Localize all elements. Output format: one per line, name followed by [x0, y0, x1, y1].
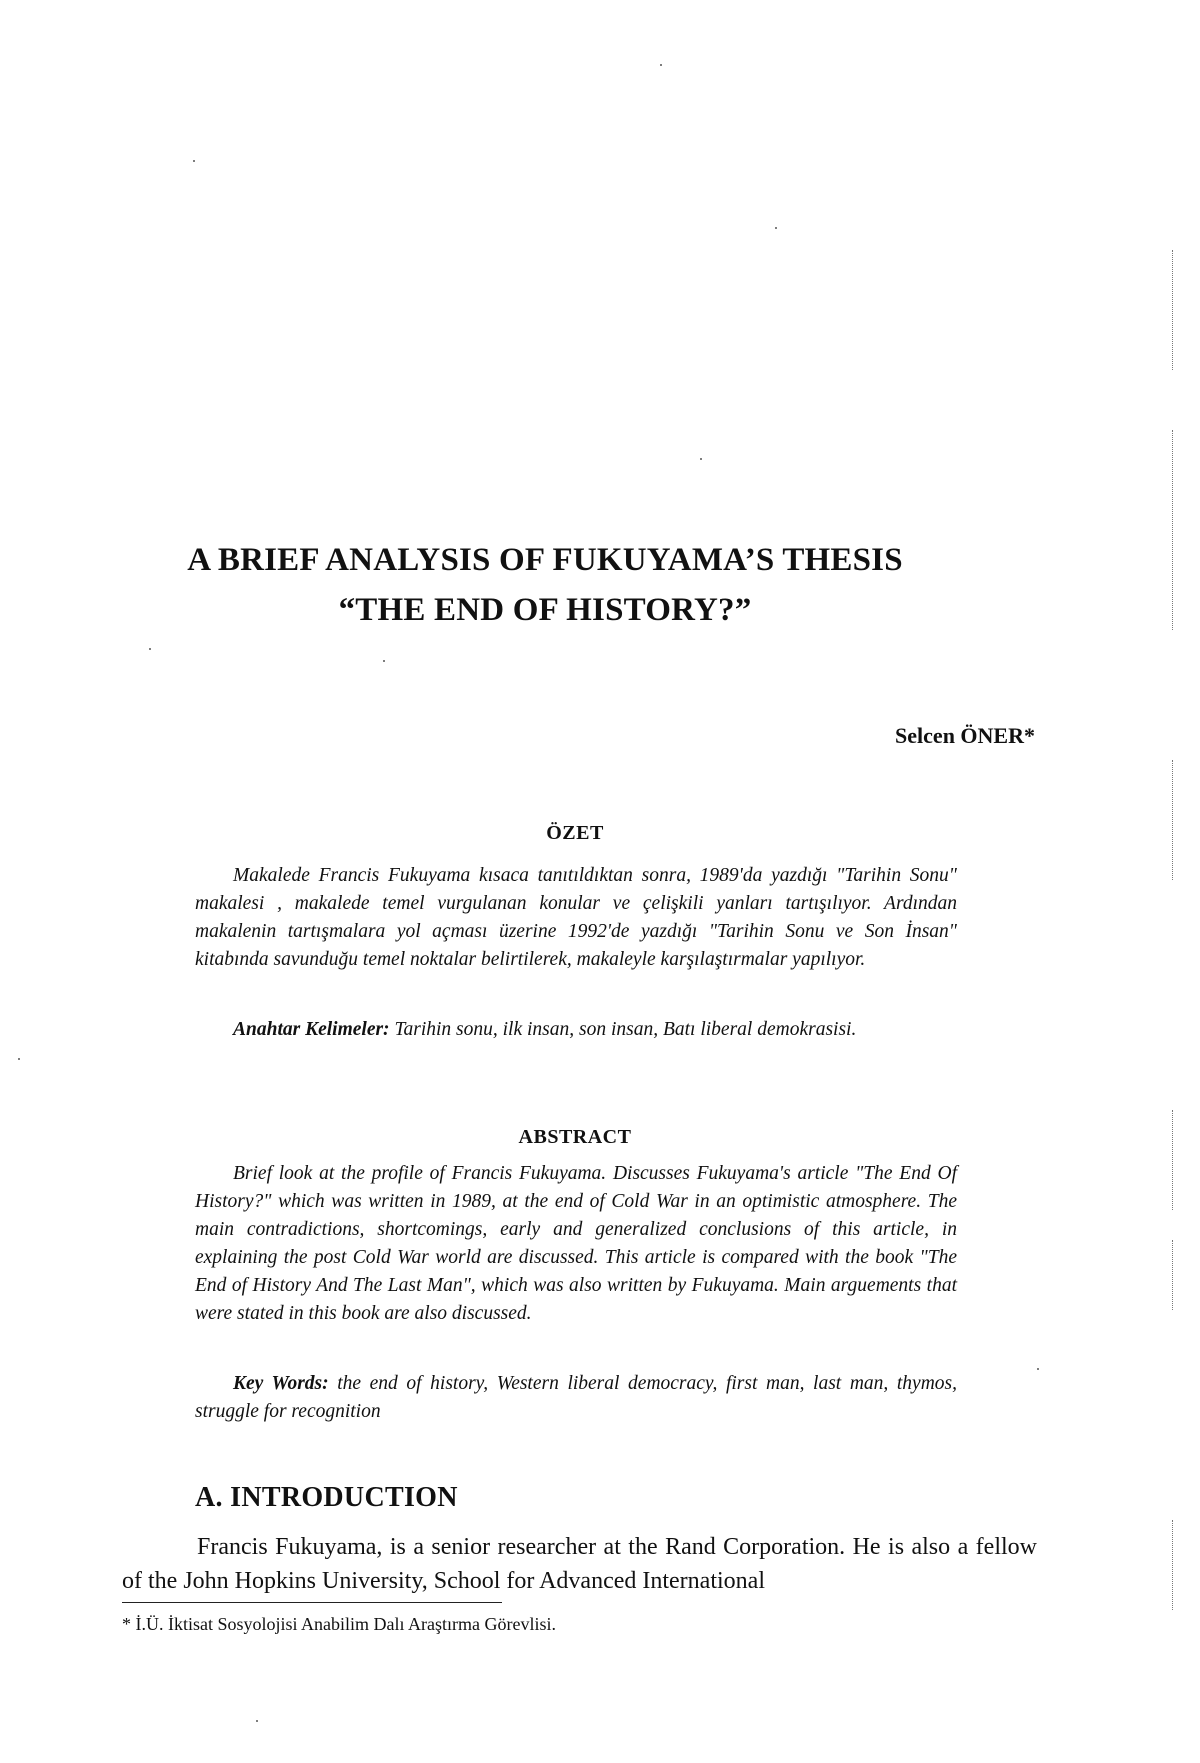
title-line-1: A BRIEF ANALYSIS OF FUKUYAMA’S THESIS: [187, 542, 903, 578]
scan-edge-mark: [1172, 430, 1173, 630]
title-line-2: “THE END OF HISTORY?”: [338, 592, 752, 628]
ozet-keywords: [195, 1016, 957, 1044]
abstract-keywords: [195, 1370, 957, 1426]
ozet-heading: ÖZET: [546, 822, 604, 844]
scan-speck: [149, 648, 151, 650]
footnote-divider: [122, 1602, 502, 1603]
scan-edge-mark: [1172, 1520, 1173, 1610]
scan-speck: [193, 160, 195, 162]
scan-speck: [700, 458, 702, 460]
ozet-body: [195, 862, 957, 974]
abstract-body: [195, 1160, 957, 1328]
scan-edge-mark: [1172, 1110, 1173, 1210]
abstract-keywords-label: Key Words:: [233, 1373, 329, 1394]
introduction-heading: A. INTRODUCTION: [195, 1482, 458, 1513]
footnote: * İ.Ü. İktisat Sosyolojisi Anabilim Dalı Araştırma Görevlisi.: [122, 1614, 556, 1634]
introduction-paragraph: Francis Fukuyama, is a senior researcher at the Rand Corporation. He is also a fellow of the John Hopkins University, School for Advanced International: [122, 1534, 1037, 1594]
scan-speck: [1037, 1368, 1039, 1370]
author-name: Selcen ÖNER*: [895, 723, 1035, 748]
scan-speck: [18, 1058, 20, 1060]
scan-edge-mark: [1172, 760, 1173, 880]
abstract-keywords-text: the end of history, Western liberal democracy, first man, last man, thymos, struggle for recognition: [195, 1373, 958, 1422]
scan-speck: [383, 660, 385, 662]
scan-edge-mark: [1172, 250, 1173, 370]
scan-speck: [660, 64, 662, 66]
abstract-heading: ABSTRACT: [518, 1126, 632, 1148]
scan-speck: [775, 227, 777, 229]
scan-speck: [256, 1720, 258, 1722]
abstract-paragraph: Brief look at the profile of Francis Fukuyama. Discusses Fukuyama's article "The End Of History?" which was written in 1989, at the end of Cold War in an optimistic atmosphere. The main contradictions, shortcomings, early and generalized conclusions of this article, in explaining the post Cold War world are discussed. This article is compared with the book "The End of History And The Last Man", which was also written by Fukuyama. Main arguements that were stated in this book are also discussed.: [195, 1163, 957, 1324]
paper-title: [130, 535, 960, 635]
ozet-keywords-text: Tarihin sonu, ilk insan, son insan, Batı liberal demokrasisi.: [394, 1019, 857, 1040]
introduction-body: [122, 1530, 1037, 1598]
ozet-paragraph: Makalede Francis Fukuyama kısaca tanıtıldıktan sonra, 1989'da yazdığı "Tarihin Sonu" makalesi , makalede temel vurgulanan konular ve çelişkili yanları tartışılıyor. Ardından makalenin tartışmalara yol açması üzerine 1992'de yazdığı "Tarihin Sonu ve Son İnsan" kitabında savunduğu temel noktalar belirtilerek, makaleyle karşılaştırmalar yapılıyor.: [195, 865, 957, 970]
ozet-keywords-label: Anahtar Kelimeler:: [233, 1019, 390, 1040]
scan-edge-mark: [1172, 1240, 1173, 1310]
